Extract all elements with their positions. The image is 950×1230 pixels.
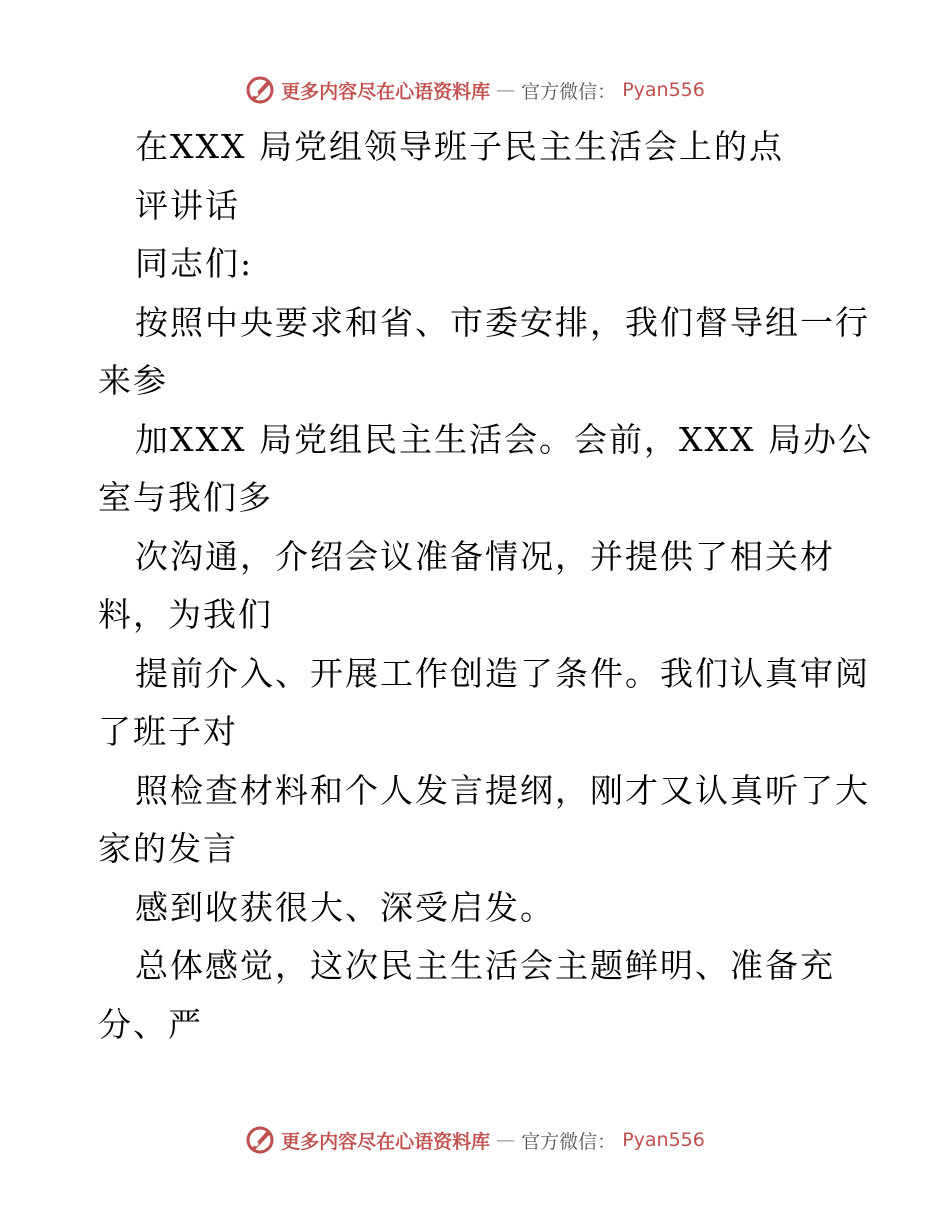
paragraph-line: 照检查材料和个人发言提纲，刚才又认真听了大 — [135, 770, 870, 810]
paragraph-line: 加XXX 局党组民主生活会。会前，XXX 局办公 — [135, 419, 873, 459]
paragraph-line: 室与我们多 — [98, 478, 273, 517]
footer-banner — [0, 1120, 950, 1160]
document-body — [98, 118, 873, 1054]
paragraph-line: 来参 — [98, 361, 168, 400]
banner-dash: — — [496, 1129, 516, 1151]
banner-wechat-label: 官方微信： — [521, 80, 617, 103]
banner-dash: — — [496, 79, 516, 101]
quill-logo-icon — [245, 75, 275, 105]
paragraph-line: 分、严 — [98, 1004, 203, 1044]
paragraph-line: 总体感觉，这次民主生活会主题鲜明、准备充 — [135, 946, 835, 985]
paragraph-line: 料，为我们 — [98, 595, 273, 634]
paragraph-line: 了班子对 — [98, 712, 238, 751]
paragraph-line: 次沟通，介绍会议准备情况，并提供了相关材 — [135, 536, 835, 576]
paragraph-line: 提前介入、开展工作创造了条件。我们认真审阅 — [135, 653, 870, 693]
paragraph-line: 家的发言 — [98, 829, 238, 868]
title-line-2: 评讲话 — [135, 185, 240, 225]
salutation: 同志们: — [135, 244, 254, 283]
paragraph-line: 按照中央要求和省、市委安排，我们督导组一行 — [135, 302, 870, 342]
title-line-1: 在XXX 局党组领导班子民主生活会上的点 — [135, 127, 784, 166]
banner-wechat-id: Pyan556 — [622, 79, 705, 101]
header-banner — [0, 70, 950, 110]
banner-wechat-id: Pyan556 — [622, 1129, 705, 1151]
quill-logo-icon — [245, 1125, 275, 1155]
paragraph-line: 感到收获很大、深受启发。 — [135, 887, 555, 927]
banner-wechat-label: 官方微信： — [521, 1130, 617, 1153]
banner-text: 更多内容尽在心语资料库 — [281, 1130, 491, 1153]
banner-text: 更多内容尽在心语资料库 — [281, 80, 491, 103]
